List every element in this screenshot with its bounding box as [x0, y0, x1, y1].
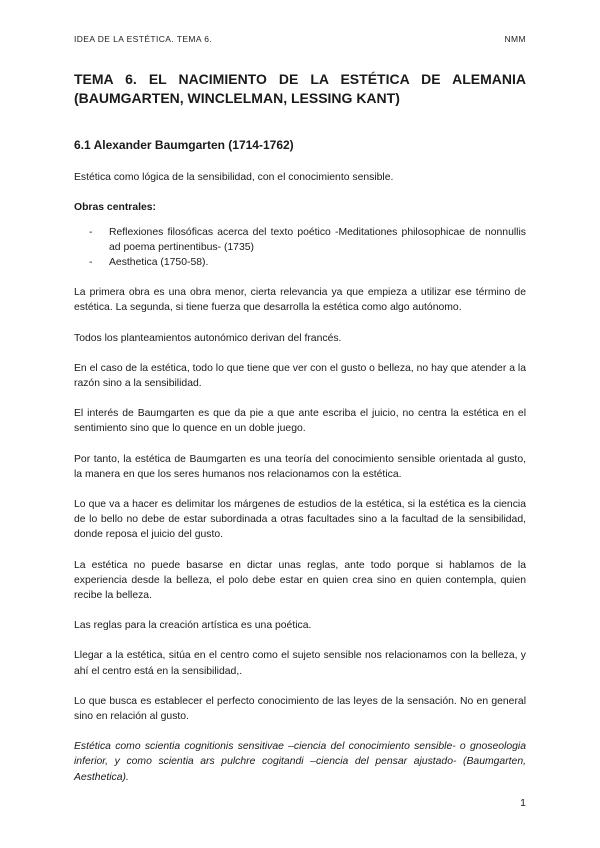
- chapter-title: TEMA 6. EL NACIMIENTO DE LA ESTÉTICA DE ALEMANIA (BAUMGARTEN, WINCLELMAN, LESSING KANT): [74, 71, 526, 106]
- quote-paragraph: Estética como scientia cognitionis sensitivae –ciencia del conocimiento sensible- o gnoseologia inferior, y como scientia ars pulchre cogitandi –ciencia del pensar ajustado- (Baumgarten, Aesthetica).: [74, 741, 526, 783]
- document-body: [74, 70, 526, 800]
- list-item: [74, 255, 526, 270]
- body-paragraph: Lo que busca es establecer el perfecto conocimiento de las leyes de la sensación. No en general sino en relación al gusto.: [74, 695, 526, 723]
- header-course-title: IDEA DE LA ESTÉTICA. TEMA 6.: [74, 34, 213, 44]
- body-paragraph: En el caso de la estética, todo lo que tiene que ver con el gusto o belleza, no hay que atender a la razón sino a la sensibilidad.: [74, 362, 526, 390]
- running-header: [74, 34, 526, 44]
- work-title: Reflexiones filosóficas acerca del texto poético -Meditationes philosophicae de nonnullis ad poema pertinentibus- (1735): [109, 226, 526, 253]
- section-title: 6.1 Alexander Baumgarten (1714-1762): [74, 138, 294, 152]
- body-paragraph: La estética no puede basarse en dictar unas reglas, ante todo porque si hablamos de la experiencia desde la belleza, el polo debe estar en quien crea sino en quien contempla, quien recibe la belleza.: [74, 559, 526, 602]
- work-title: Aesthetica (1750-58).: [109, 257, 209, 269]
- body-paragraph: El interés de Baumgarten es que da pie a que ante escriba el juicio, no centra la estética en el sentimiento sino que lo quence en un doble juego.: [74, 408, 526, 435]
- body-paragraph: Llegar a la estética, sitúa en el centro como el sujeto sensible nos relacionamos con la belleza, y ahí el centro está en la sensibilidad,.: [74, 650, 526, 677]
- body-paragraph: Las reglas para la creación artística es una poética.: [74, 620, 312, 632]
- body-paragraph: Por tanto, la estética de Baumgarten es una teoría del conocimiento sensible orientada al gusto, la manera en que los seres humanos nos relacionamos con la estética.: [74, 453, 526, 480]
- list-dash: -: [89, 226, 93, 238]
- list-item: [74, 225, 526, 255]
- section-intro: Estética como lógica de la sensibilidad, con el conocimiento sensible.: [74, 172, 394, 184]
- body-paragraph: Lo que va a hacer es delimitar los márgenes de estudios de la estética, si la estética es la ciencia de lo bello no debe de estar subordinada a otras facultades sino a la facultad de la sensibilidad, donde reposa el juicio del gusto.: [74, 499, 526, 541]
- body-paragraph: La primera obra es una obra menor, cierta relevancia ya que empieza a utilizar ese término de estética. La segunda, si tiene fuerza que desarrolla la estética como algo autónomo.: [74, 287, 526, 314]
- list-dash: -: [89, 257, 93, 269]
- page-number: 1: [520, 797, 526, 809]
- header-author-initials: NMM: [504, 34, 526, 44]
- works-heading: Obras centrales:: [74, 202, 157, 214]
- works-list: [74, 225, 526, 271]
- body-paragraph: Todos los planteamientos autonómico derivan del francés.: [74, 332, 342, 344]
